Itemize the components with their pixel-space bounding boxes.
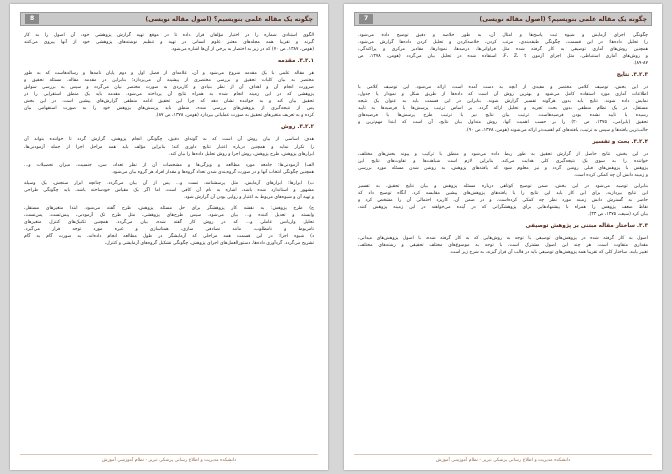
text-line: در این بخش، توصیف کلامی مختصر و مفیدی از آنچه به دست آمده است، ارائه می‌شود. این توصیف کلامی با <box>358 85 648 91</box>
text-line: و تهیه آن و شیوه‌های مربوط به اعتبار و روایی بودن آن گزارش شود. <box>183 194 314 200</box>
text-line: رسیده یا تأیید نشده بودن فرضیه‌هاست. ترتیب بیان نتایج نیز با ترتیب طرح پرسش‌ها یا فرضیه‌های <box>358 113 648 119</box>
text-line: ابزارهای پژوهش، طرح پژوهش، روش اجرا و روش تحلیل داده‌ها را بیان کند. <box>168 151 314 157</box>
header-title: چگونه یک مقاله علمی بنویسیم؟ (اصول مقاله نویسی) <box>145 15 313 23</box>
page-footer: دانشکده مدیریت و اطلاع رسانی پزشکی تبریز - نظام آموزشی آموزش <box>354 454 652 463</box>
page-number: 7 <box>359 14 373 24</box>
text-line: ضرورت انجام آن و اهداف آن از نظر بنیادی و کاربردی به صورت مختصر بیان می‌گردد و سپس به بررسی سوابق <box>24 85 314 91</box>
text-line: ۸۹-۸۷). <box>633 61 648 67</box>
text-line: هر مقاله علمی با یک مقدمه شروع می‌شود و آن، علامه‌ای از فصل اول و دوم پایان نامه‌ها و رساله‌هاست که به طور <box>24 71 314 77</box>
page-number: 8 <box>25 14 39 24</box>
paragraph <box>358 183 648 218</box>
paragraph <box>358 84 648 133</box>
text-line: همچنین چگونگی انتخاب آنها و در صورت گروه‌بندی شدن تعداد گروه‌ها و مقدار افراد هر گروه بیان می‌شود. <box>111 169 314 175</box>
header-title: چگونه یک مقاله علمی بنویسیم؟ (اصول مقاله نویسی) <box>479 15 647 23</box>
text-line: جالب‌ترین یافته‌ها و سپس به ترتیب، یافته‌های کم اهمیت‌تر ارائه می‌شوند (هومن، ۱۳۷۸، ص ۹۰). <box>465 127 648 133</box>
text-line: الگوی استنادی شماره را در اختیار مؤلفان قرار داده تا در موقع تهیه گزارش پژوهشی خود، آن اصول را به کار <box>24 33 314 38</box>
text-line: همچنین روش‌های آماری توصیفی به کار گرفته شده مثل فراوانی‌ها، درصدها، نمودارها، مقادیر مرکزی و پراکندگی، <box>358 47 648 53</box>
text-line: مشهور و استاندارد شده باشد، اشاره به نام آن کافی است، اما اگر یک مقیاس خودساخته باشد، باید چگونگی طراحی <box>24 187 314 193</box>
page-body <box>358 32 648 448</box>
section-heading: ۳.۲.۳. نتایج <box>616 72 648 79</box>
text-line: و روش‌های آماری استنباطی، مثل اجرای آزمون F، Z، t، استفاده شده در تحلیل بیان می‌گردد (هومن، ۱۳۷۸، ص <box>358 54 648 60</box>
paragraph <box>24 32 314 53</box>
section-heading: ۳.۳. ساختار مقاله مبتنی بر پژوهش توصیفی <box>525 222 648 229</box>
text-line: هدف اساسی از بیان روش آن است که به گونه‌ای دقیق، چگونگی انجام پژوهش، گزارش گردد تا خواننده بتواند آن <box>24 137 314 143</box>
text-line: نقاط ضعف پژوهش را همراه با پیشنهادهایی برای پژوهشگرانی که در آینده می‌خواهند در این زمینه پژوهش کنند، <box>358 204 648 210</box>
section-heading: ۳.۲.۴. بحث و تفسیر <box>592 138 648 145</box>
paragraph <box>358 151 648 179</box>
text-line: گیرند و تقریبا همه مجله‌های معتبر علوم انسانی در تهیه و تنظیم نوشته‌های پژوهشی خود از آنها پیروی می‌کنند <box>24 40 314 46</box>
text-line: پژوهش با پژوهش‌های قبلی روشن گردد و نیز معلوم شود که یافته‌های پژوهش، به روشن شدن مسئله مورد بررسی <box>358 165 648 171</box>
text-line: (هومن، ۱۳۸۷، ص ۷۰) که در زیر به اختصار به برخی از آن‌ها اشاره می‌شود. <box>170 47 314 53</box>
page-footer: دانشکده مدیریت و اطلاع رسانی پزشکی تبریز - نظام آموزشی آموزش <box>20 454 318 463</box>
text-line: مستقل، در یک نظام منطقی بدون بحث تجزیه و تحلیل ارائه گردد. بر اساس ترتیب پرسش‌ها یا فرضیه‌ها به تأیید <box>358 106 648 112</box>
text-line: وابسته و تعدیل کننده و... بیان می‌شود. سپس طرح‌های پژوهشی، مثل طرح تک آزمودنی، پیش‌تست، پس‌تست، <box>24 212 314 218</box>
paragraph <box>24 136 314 157</box>
text-line: اصول به کار گرفته شده در پژوهش‌های توصیفی با توجه به روش‌هایی که به کار گرفته شده، با اصول پژوهش‌های میدانی، <box>358 235 648 241</box>
paragraph <box>24 205 314 247</box>
text-line: پژوهشی که در این زمینه انجام شده به همراه نتایج آن پرداخته می‌شود. مقدمه باید یک منطق استقرایی را در <box>24 92 314 98</box>
text-line: چگونگی اجرای آزمایش و شیوه ثبت پاسخ‌ها و امثال آن، به طور خلاصه و دقیق توضیح داده می‌شود. <box>358 33 648 38</box>
page-header <box>20 12 318 26</box>
text-line: نمایش داده شوند. نتایج باید بدون هرگونه تفسیر گزارش شوند. بنابراین در این قسمت باید به عنوان یک نتیجه <box>358 99 648 105</box>
text-line: این نتایج بپردازید، برای این کار باید این نتایج را با یافته‌های پژوهش‌های پیشین مقایسه کرد. آنگاه توضیح داد که <box>358 190 648 196</box>
text-line: پس از نتیجه‌گیری از پژوهش‌های بررسی شده، منطق باید پرسش‌های پژوهش خود را به صورت استفهامی بیان <box>24 106 314 112</box>
paragraph <box>358 235 648 256</box>
text-line: مقداری متفاوت است. هر چند این اصول مشترک است، با توجه به موضوع‌های مختلف تحقیقی و رشته‌های مختلف، <box>358 243 648 249</box>
text-line: را تکرار نماید و همچنین درباره اعتبار نتایج داوری کند؛ بنابراین مؤلف باید همه مراحل اجرا از جمله آزمودنی‌ها، <box>24 144 314 150</box>
text-line: ج) طرح پژوهش: به نقشه کار پژوهشگر برای حل مسئله پژوهش، طرح گفته می‌شود. ابتدا متغیرهای مستقل، <box>24 205 314 211</box>
paragraph <box>24 180 314 201</box>
page-body <box>24 32 314 448</box>
text-line: تحقیق (بایرامی، ۱۳۷۵، ص ۲۰) را بر حسب اهمیت آنها، روش متداول بیان نتایج، آن است که ابتدا مهم‌ترین و <box>358 120 648 126</box>
text-line: و زمینه دانش آن چه کمکی کرده است. <box>573 172 648 178</box>
text-line: کرده و به تعریف متغیرهای تحقیق به صورت عملیاتی بپردازد (هومن، ۱۳۷۸، ص ۸۷). <box>155 113 314 119</box>
text-line: تحقیق بیان کند و به خواننده نشان دهد که چرا این تحقیق ادامه منطقی گزارش‌های پیشین است. در این بخش <box>24 99 314 105</box>
text-line: الف) آزمودنی‌ها: جامعه مورد مطالعه و ویژگی‌ها و مشخصات آن از نظر تعداد، سن، جنسیت، میزان تحصیلات و... <box>24 162 314 168</box>
text-line: تحلیل واریانس عاملی و... که در روش کار گفته شده، بیان می‌گردد. همچنین تکنیک‌های کنترل متغیرهای <box>24 219 314 225</box>
text-line: ب) ابزارها: ابزارهای آزمایش، مثل پرسشنامه، تست و... پس از آن بیان می‌گردد. چنانچه ابزار سنجش، یک وسیله <box>24 180 314 186</box>
text-line: اطلاعات آماری مورد استفاده کامل می‌شود و بهترین روش آن است که داده‌ها از طریق شکل و نمودار یا جدول، <box>358 92 648 98</box>
page-header <box>354 12 652 26</box>
right-page <box>344 4 662 470</box>
text-line: د) شیوه اجرا: در این قسمت همه مراحلی که آزمایشگر در طول مطالعه انجام داده‌اند، به صورت گام به گام <box>24 234 314 240</box>
text-line: حاضر به گسترش دانش زمینه مورد نظر چه کمکی کرده‌است، و در ضمن آن، کاربرد احتمالی آن را مشخص کرد و <box>358 197 648 203</box>
text-line: تغییر یابند. ساختار کلی که تقریبا همه پژوهش‌های توصیفی باید در قالب آن قرار گیرند، به شرح زیر است. <box>449 250 648 256</box>
section-heading: ۳.۲.۱. مقدمه <box>277 58 314 65</box>
paragraph <box>24 70 314 119</box>
text-line: بنابراین توصیه می‌شود در این بخش، ضمن توضیح کوتاهی درباره مسئله پژوهش و بیان نتایج تحقیق، به تفسیر <box>358 183 648 189</box>
text-line: بیان کرد (سیف، ۱۳۷۵، ص ۳۳). <box>588 211 648 217</box>
text-line: مختصر به بیان کلیات تحقیق و بررسی مختصری از پیشینه آن می‌پردازد؛ بنابراین در مقدمه مقاله، مسئله تحقیق و <box>24 78 314 84</box>
left-page <box>10 4 328 470</box>
section-heading: ۳.۲.۲. روش <box>281 124 314 131</box>
paragraph <box>24 162 314 176</box>
text-line: ر) تحلیل داده‌ها: در این قسمت، چگونگی طبقه‌بندی، مرتب کردن، خلاصه‌کردن و تحلیل کردن داده‌ها گزارش می‌شود. <box>358 40 648 46</box>
text-line: تشریح می‌گردد. گردآوری داده‌ها، دستورالعمل‌های اجرای پژوهش، چگونگی تشکیل گروه‌های آزمایشی و کنترل، <box>104 241 314 247</box>
text-line: خواننده را به سوی یک نتیجه‌گیری کلی هدایت می‌کند. بنابراین لازم است شباهت‌ها و تفاوت‌های نتایج این <box>358 158 648 164</box>
text-line: در این بخش، نتایج حاصل از گزارش تحقیق به طور ربط داده می‌شود و منطق با ترکیب و پیوند بخش‌های مختلف، <box>358 151 648 157</box>
paragraph <box>358 32 648 67</box>
text-line: نامربوط و نامطلوب، مانند تصادفی سازی، همتاسازی و غیره مورد توجه قرار می‌گیرد. <box>24 226 314 232</box>
